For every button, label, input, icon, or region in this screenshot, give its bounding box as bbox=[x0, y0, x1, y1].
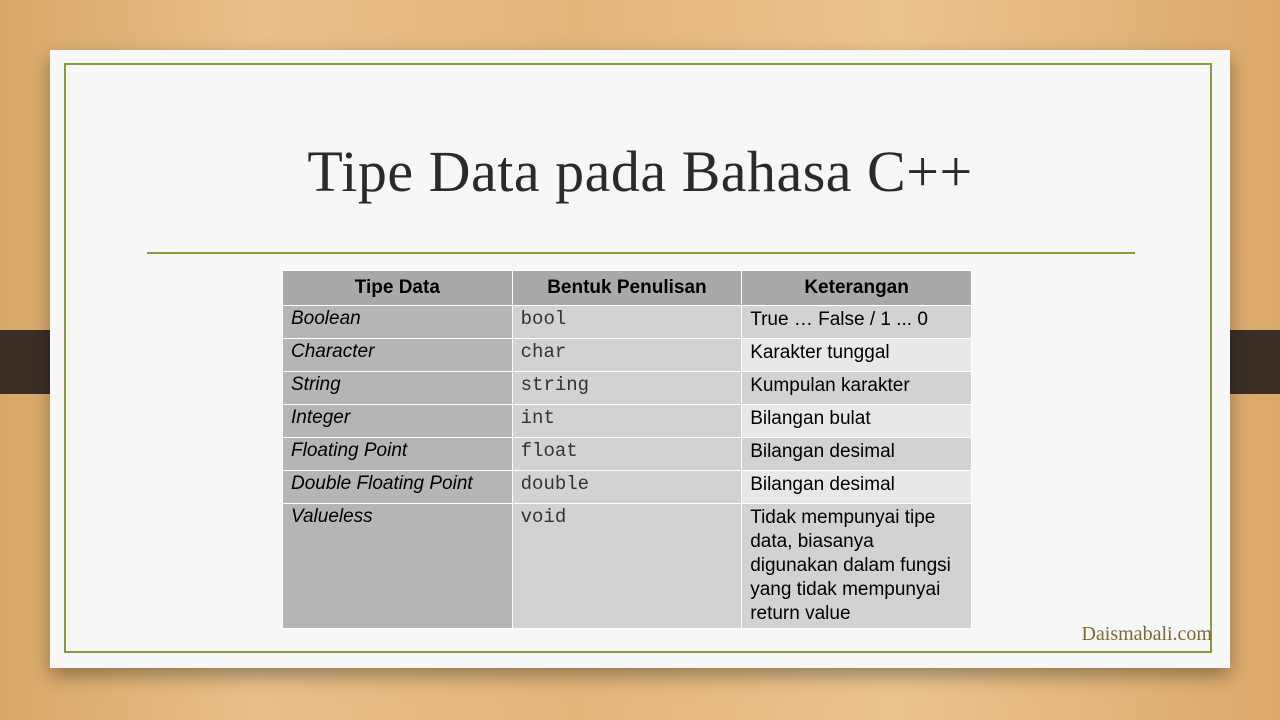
type-code: char bbox=[512, 339, 742, 372]
type-name: String bbox=[283, 372, 513, 405]
table-row bbox=[283, 438, 972, 471]
table-header-row bbox=[283, 271, 972, 306]
type-code: bool bbox=[512, 306, 742, 339]
header-bentuk-penulisan: Bentuk Penulisan bbox=[512, 271, 742, 306]
header-tipe-data: Tipe Data bbox=[283, 271, 513, 306]
slide-title: Tipe Data pada Bahasa C++ bbox=[307, 139, 973, 204]
type-description: Bilangan desimal bbox=[742, 438, 972, 471]
type-code: void bbox=[512, 504, 742, 629]
type-description: True … False / 1 ... 0 bbox=[742, 306, 972, 339]
type-description: Karakter tunggal bbox=[742, 339, 972, 372]
type-description: Kumpulan karakter bbox=[742, 372, 972, 405]
type-name: Boolean bbox=[283, 306, 513, 339]
type-code: double bbox=[512, 471, 742, 504]
header-keterangan: Keterangan bbox=[742, 271, 972, 306]
type-name: Integer bbox=[283, 405, 513, 438]
type-name: Floating Point bbox=[283, 438, 513, 471]
table-row bbox=[283, 306, 972, 339]
type-code: string bbox=[512, 372, 742, 405]
type-description: Bilangan bulat bbox=[742, 405, 972, 438]
table-row bbox=[283, 504, 972, 629]
table-row bbox=[283, 339, 972, 372]
type-name: Character bbox=[283, 339, 513, 372]
type-name: Double Floating Point bbox=[283, 471, 513, 504]
table-row bbox=[283, 372, 972, 405]
type-code: int bbox=[512, 405, 742, 438]
type-name: Valueless bbox=[283, 504, 513, 629]
table-row bbox=[283, 471, 972, 504]
site-credit: Daismabali.com bbox=[1081, 623, 1212, 645]
slide-paper bbox=[50, 50, 1230, 668]
type-code: float bbox=[512, 438, 742, 471]
data-type-table bbox=[282, 270, 972, 629]
type-description: Tidak mempunyai tipe data, biasanya digunakan dalam fungsi yang tidak mempunyai return value bbox=[742, 504, 972, 629]
table-row bbox=[283, 405, 972, 438]
title-divider bbox=[147, 252, 1135, 254]
type-description: Bilangan desimal bbox=[742, 471, 972, 504]
